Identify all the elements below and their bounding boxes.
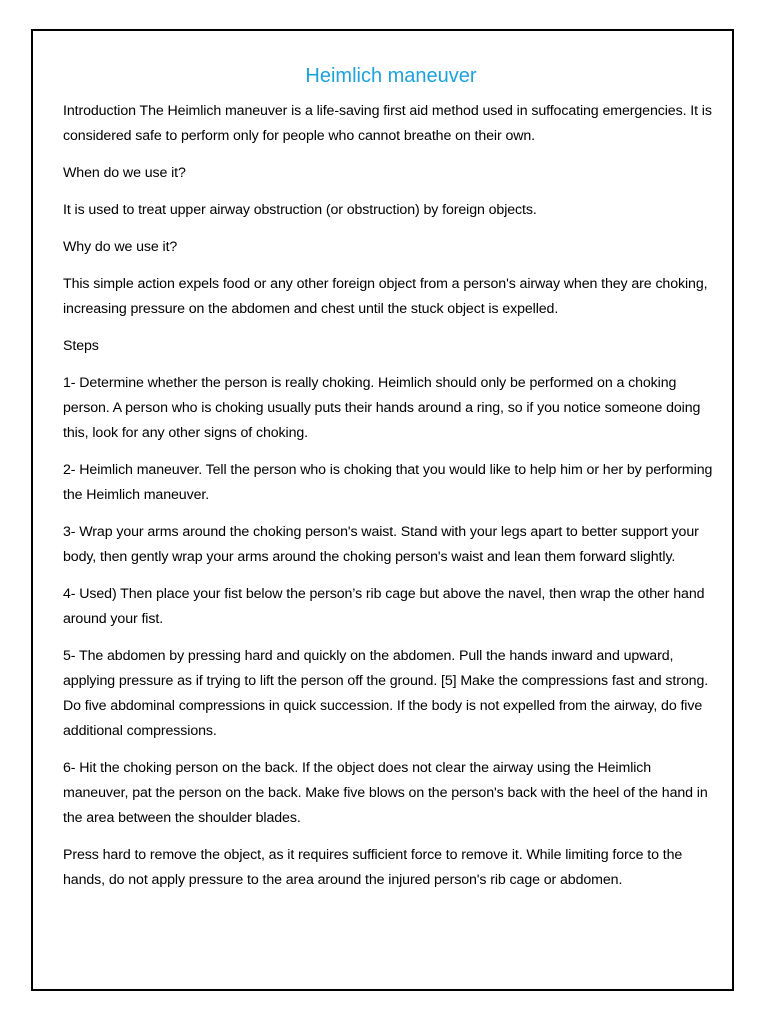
paragraph-introduction: Introduction The Heimlich maneuver is a life-saving first aid method used in suffocating emergencies. It is considered safe to perform only for people who cannot breathe on their own.	[63, 103, 712, 144]
paragraph-when: It is used to treat upper airway obstruction (or obstruction) by foreign objects.	[63, 202, 537, 218]
paragraph-why: This simple action expels food or any other foreign object from a person's airway when they are choking, increasing pressure on the abdomen and chest until the stuck object is expelled.	[63, 276, 708, 317]
step-4: 4- Used) Then place your fist below the person’s rib cage but above the navel, then wrap the other hand around your fist.	[63, 586, 705, 627]
document-title: Heimlich maneuver	[305, 65, 477, 87]
heading-steps: Steps	[63, 338, 99, 354]
paragraph-closing: Press hard to remove the object, as it requires sufficient force to remove it. While limiting force to the hands, do not apply pressure to the area around the injured person's rib cage or abdomen.	[63, 847, 683, 888]
step-2: 2- Heimlich maneuver. Tell the person who is choking that you would like to help him or her by performing the Heimlich maneuver.	[63, 462, 713, 503]
heading-when: When do we use it?	[63, 165, 186, 181]
step-6: 6- Hit the choking person on the back. If the object does not clear the airway using the Heimlich maneuver, pat the person on the back. Make five blows on the person's back with the heel of the hand in the area between the shoulder blades.	[63, 760, 708, 826]
step-3: 3- Wrap your arms around the choking person's waist. Stand with your legs apart to better support your body, then gently wrap your arms around the choking person's waist and lean them forward slightly.	[63, 524, 699, 565]
heading-why: Why do we use it?	[63, 239, 178, 255]
document-content	[63, 62, 719, 905]
step-5: 5- The abdomen by pressing hard and quickly on the abdomen. Pull the hands inward and upward, applying pressure as if trying to lift the person off the ground. [5] Make the compressions fast and strong. Do five abdominal compressions in quick succession. If the body is not expelled from the airway, do five additional compressions.	[63, 648, 709, 739]
step-1: 1- Determine whether the person is really choking. Heimlich should only be performed on a choking person. A person who is choking usually puts their hands around a ring, so if you notice someone doing this, look for any other signs of choking.	[63, 375, 701, 441]
